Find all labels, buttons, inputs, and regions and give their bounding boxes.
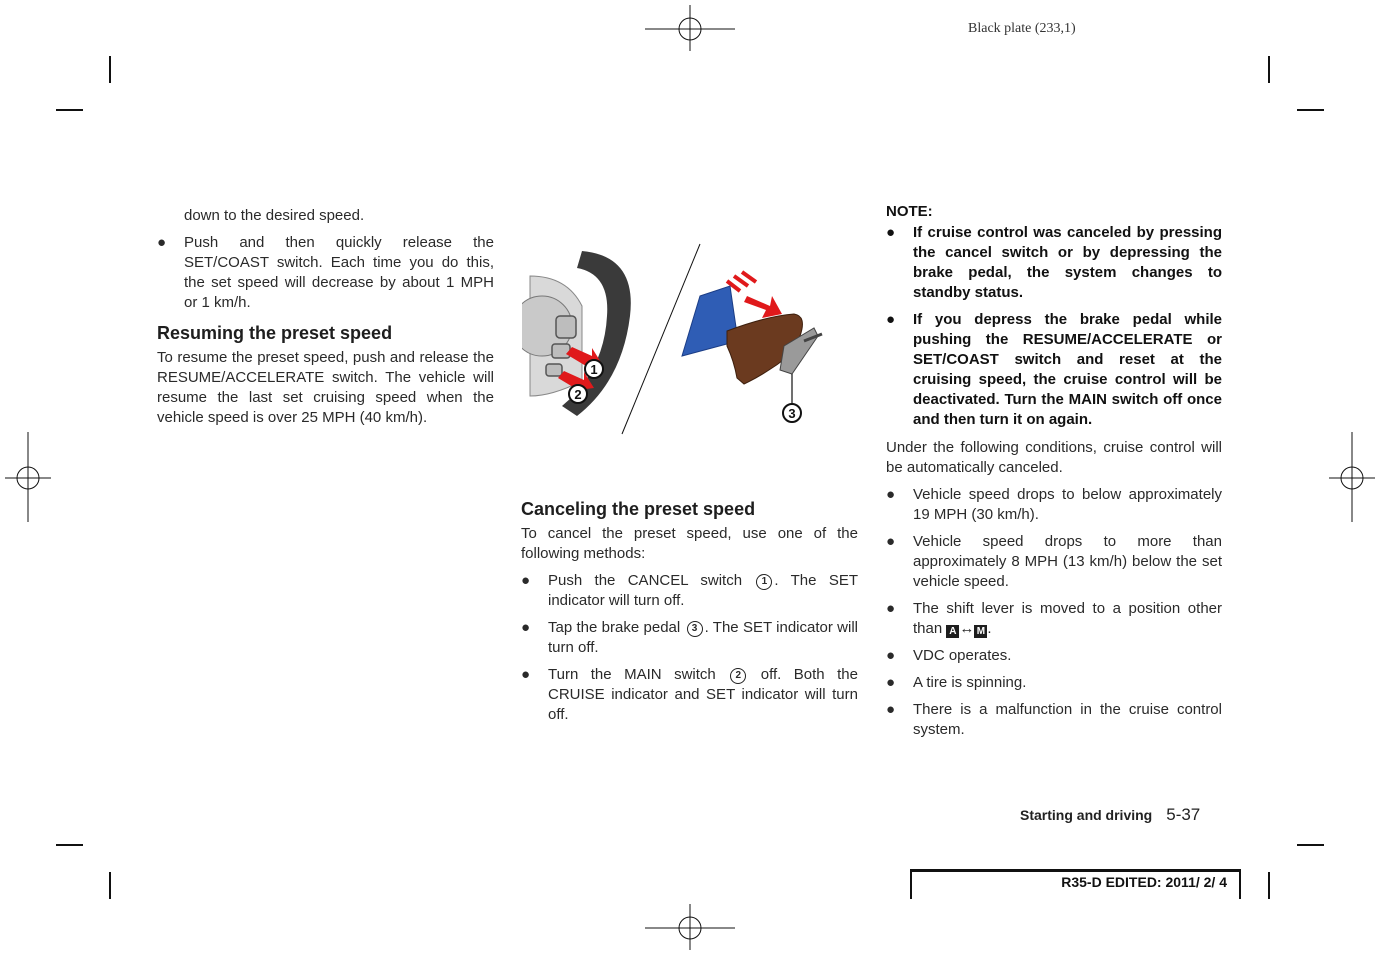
bullet-icon: ●: [886, 533, 896, 550]
bullet-icon: ●: [886, 486, 896, 503]
bullet-icon: ●: [521, 619, 531, 636]
motion-lines: [727, 272, 756, 291]
section-heading: Canceling the preset speed: [521, 499, 756, 519]
bullet-icon: ●: [157, 234, 167, 251]
registration-mark-bottom: [645, 904, 735, 950]
page-number: 5-37: [1166, 805, 1201, 824]
list-item: ● If you depress the brake pedal while pushing the RESUME/ACCELERATE or SET/COAST switch and reset at the cruising speed, the cruise control will be deactivated. Turn the MAIN switch off once and then turn it on again.: [886, 311, 1222, 428]
bullet-icon: ●: [886, 701, 896, 718]
cruise-switch: [552, 344, 570, 358]
continued-text: down to the desired speed.: [184, 207, 365, 224]
list-item: ● Vehicle speed drops to below approximately 19 MPH (30 km/h).: [886, 486, 1222, 523]
bullet-text: Push and then quickly release the SET/COAST switch. Each time you do this, the set speed will decrease by about 1 MPH or 1 km/h.: [184, 234, 494, 311]
callout-1-icon: 1: [756, 574, 772, 590]
svg-text:2: 2: [574, 387, 582, 402]
list-item: ● The shift lever is moved to a position other than A ↔ M .: [886, 600, 1222, 637]
paragraph: To cancel the preset speed, use one of the following methods:: [521, 525, 858, 562]
callout-3-icon: [783, 404, 801, 422]
callout-2-icon: [569, 385, 587, 403]
registration-mark-left: [5, 432, 51, 522]
bullet-icon: ●: [886, 600, 896, 617]
section-name: Starting and driving: [1020, 807, 1153, 823]
arrow-icon: [744, 296, 782, 318]
registration-mark-right: [1329, 432, 1375, 522]
list-item: ● A tire is spinning.: [886, 674, 1027, 691]
list-item: ● Tap the brake pedal 3 . The SET indicator will turn off.: [521, 619, 859, 656]
note-label: NOTE:: [886, 203, 933, 220]
plate-label: Black plate (233,1): [968, 21, 1076, 36]
bullet-icon: ●: [886, 647, 896, 664]
cruise-switch: [556, 316, 576, 338]
list-item: ● Turn the MAIN switch 2 off. Both the CRUISE indicator and SET indicator will turn off.: [521, 666, 858, 723]
list-item: ● If cruise control was canceled by pressing the cancel switch or by depressing the brake pedal, the system changes to standby status.: [886, 224, 1222, 301]
callout-1-icon: [585, 360, 603, 378]
callout-2-icon: 2: [730, 668, 746, 684]
bullet-icon: ●: [521, 572, 531, 589]
a-mode-icon: A: [946, 625, 959, 638]
bullet-icon: ●: [521, 666, 531, 683]
registration-mark-top: [645, 5, 735, 51]
page-footer: [1020, 805, 1200, 825]
arrow-icon: ↔: [959, 620, 975, 637]
bullet-icon: ●: [886, 311, 896, 328]
right-column: [886, 202, 1222, 740]
list-item: ● Push the CANCEL switch 1 . The SET indicator will turn off.: [521, 572, 858, 609]
callout-3-icon: 3: [687, 621, 703, 637]
bullet-icon: ●: [886, 674, 896, 691]
cruise-switch: [546, 364, 562, 376]
paragraph: To resume the preset speed, push and release the RESUME/ACCELERATE switch. The vehicle will resume the last set cruising speed when the vehicle speed is over 25 MPH (40 km/h).: [157, 349, 494, 426]
edited-label: R35-D EDITED: 2011/ 2/ 4: [1061, 874, 1227, 890]
svg-text:1: 1: [590, 362, 598, 377]
section-heading: Resuming the preset speed: [157, 323, 393, 343]
svg-text:3: 3: [788, 406, 796, 421]
paragraph: Under the following conditions, cruise control will be automatically canceled.: [886, 439, 1222, 476]
m-mode-icon: M: [974, 625, 987, 638]
middle-column: [521, 498, 858, 725]
list-item: [157, 233, 494, 313]
bullet-icon: ●: [886, 224, 896, 241]
cruise-control-illustration: [522, 206, 858, 446]
list-item: ● VDC operates.: [886, 647, 1012, 664]
list-item: ● Vehicle speed drops to more than approximately 8 MPH (13 km/h) below the set vehicle speed.: [886, 533, 1222, 590]
left-column: [157, 206, 494, 428]
edited-stamp: [910, 869, 1241, 899]
list-item: ● There is a malfunction in the cruise control system.: [886, 701, 1222, 738]
